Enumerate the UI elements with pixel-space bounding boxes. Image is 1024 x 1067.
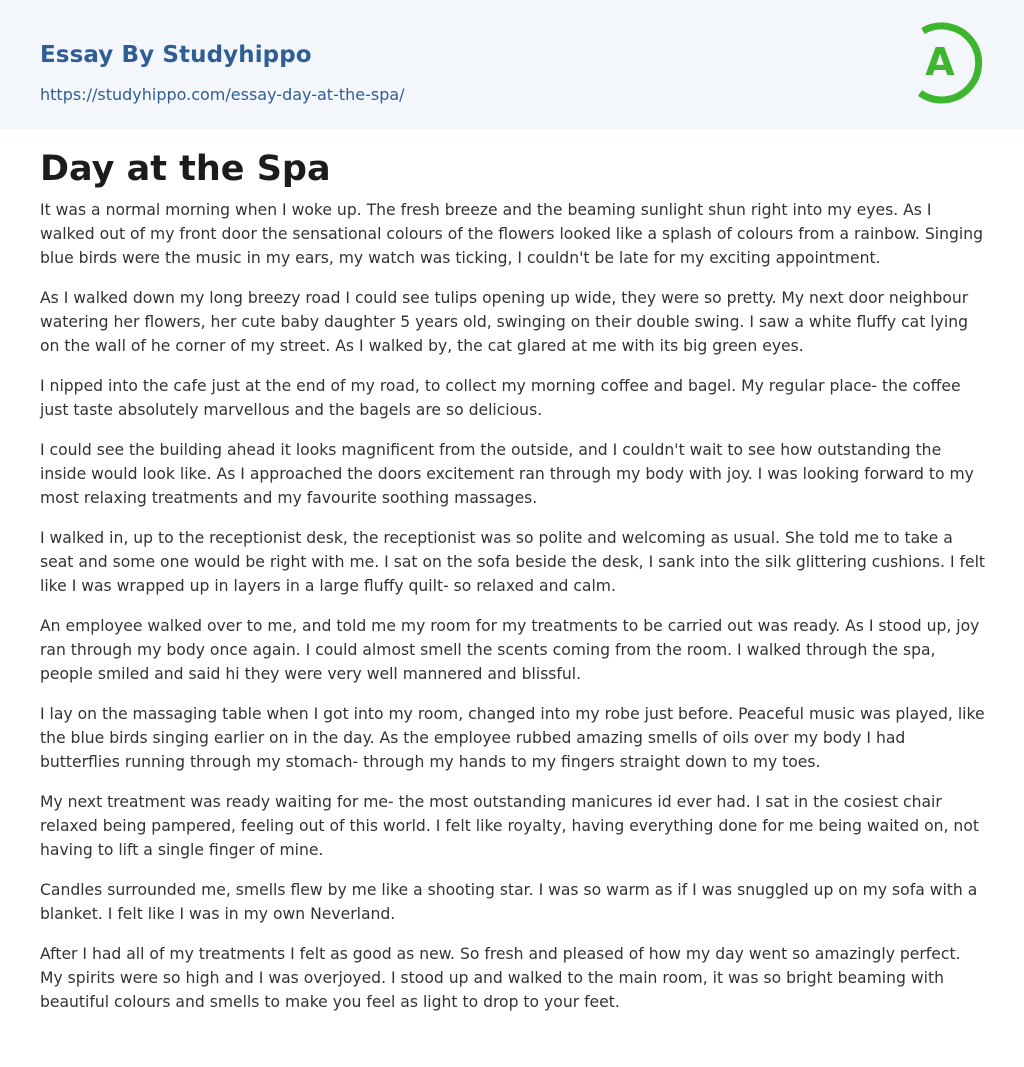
essay-url-link[interactable]: https://studyhippo.com/essay-day-at-the-spa/	[40, 85, 405, 104]
essay-paragraph: As I walked down my long breezy road I could see tulips opening up wide, they were so pretty. My next door neighbour watering her flowers, her cute baby daughter 5 years old, swinging on their double swing. I saw a white fluffy cat lying on the wall of he corner of my street. As I walked by, the cat glared at me with its big green eyes.	[40, 289, 969, 355]
essay-paragraph: It was a normal morning when I woke up. The fresh breeze and the beaming sunlight shun right into my eyes. As I walked out of my front door the sensational colours of the flowers looked like a splash of colours from a rainbow. Singing blue birds were the music in my ears, my watch was ticking, I couldn't be late for my exciting appointment.	[40, 201, 983, 267]
logo-letter: A	[925, 40, 955, 84]
page-title: Day at the Spa	[40, 149, 331, 189]
essay-paragraph: I could see the building ahead it looks magnificent from the outside, and I couldn't wait to see how outstanding the inside would look like. As I approached the doors excitement ran through my body with joy. I was looking forward to my most relaxing treatments and my favourite soothing massages.	[40, 441, 974, 507]
essay-paragraph: I nipped into the cafe just at the end of my road, to collect my morning coffee and bagel. My regular place- the coffee just taste absolutely marvellous and the bagels are so delicious.	[40, 377, 961, 419]
site-header	[0, 0, 1024, 129]
essay-paragraph: Candles surrounded me, smells flew by me like a shooting star. I was so warm as if I was snuggled up on my sofa with a blanket. I felt like I was in my own Neverland.	[40, 881, 978, 923]
site-title[interactable]: Essay By Studyhippo	[40, 42, 312, 68]
studyhippo-logo-icon[interactable]	[906, 18, 988, 106]
essay-paragraph: An employee walked over to me, and told me my room for my treatments to be carried out was ready. As I stood up, joy ran through my body once again. I could almost smell the scents coming from the room. I walked through the spa, people smiled and said hi they were very well mannered and blissful.	[40, 617, 980, 683]
essay-paragraph: After I had all of my treatments I felt as good as new. So fresh and pleased of how my day went so amazingly perfect. My spirits were so high and I was overjoyed. I stood up and walked to the main room, it was so bright beaming with beautiful colours and smells to make you feel as light to drop to your feet.	[40, 945, 961, 1011]
essay-content	[0, 129, 1024, 1014]
essay-paragraph: I lay on the massaging table when I got into my room, changed into my robe just before. Peaceful music was played, like the blue birds singing earlier on in the day. As the employee rubbed amazing smells of oils over my body I had butterflies running through my stomach- through my hands to my fingers straight down to my toes.	[40, 705, 985, 771]
essay-paragraph: I walked in, up to the receptionist desk, the receptionist was so polite and welcoming as usual. She told me to take a seat and some one would be right with me. I sat on the sofa beside the desk, I sank into the silk glittering cushions. I felt like I was wrapped up in layers in a large fluffy quilt- so relaxed and calm.	[40, 529, 986, 595]
essay-paragraph: My next treatment was ready waiting for me- the most outstanding manicures id ever had. I sat in the cosiest chair relaxed being pampered, feeling out of this world. I felt like royalty, having everything done for me being waited on, not having to lift a single finger of mine.	[40, 793, 979, 859]
